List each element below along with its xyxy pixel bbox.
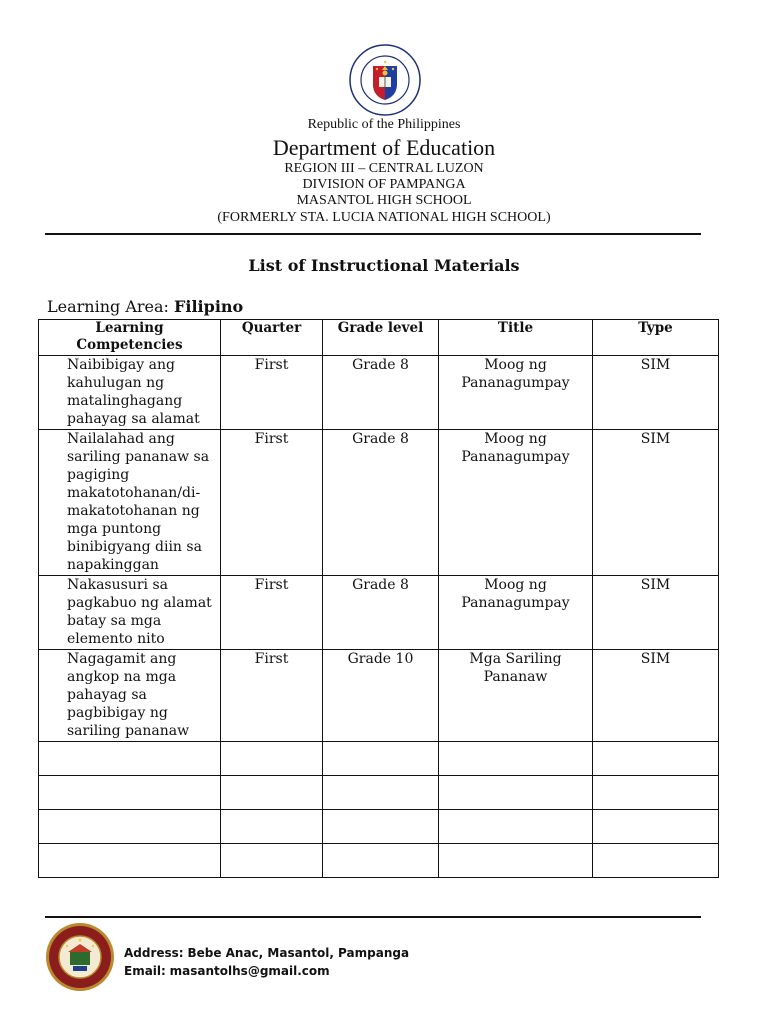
empty-cell bbox=[39, 742, 221, 776]
empty-cell bbox=[593, 844, 719, 878]
learning-area bbox=[47, 297, 243, 316]
table-row bbox=[39, 430, 719, 576]
grade-cell: Grade 8 bbox=[323, 356, 439, 430]
empty-cell bbox=[39, 844, 221, 878]
division-line: DIVISION OF PAMPANGA bbox=[302, 177, 466, 192]
empty-table-row bbox=[39, 776, 719, 810]
column-header-title: Title bbox=[439, 320, 593, 356]
region-line: REGION III – CENTRAL LUZON bbox=[284, 161, 484, 176]
formerly-line: (FORMERLY STA. LUCIA NATIONAL HIGH SCHOOL) bbox=[217, 210, 551, 225]
empty-cell bbox=[323, 742, 439, 776]
footer-divider bbox=[45, 916, 701, 918]
quarter-cell: First bbox=[221, 650, 323, 742]
school-line: MASANTOL HIGH SCHOOL bbox=[296, 193, 472, 208]
learning-area-label: Learning Area: bbox=[47, 297, 169, 316]
title-cell: Moog ng Pananagumpay bbox=[439, 356, 593, 430]
empty-cell bbox=[439, 844, 593, 878]
deped-seal-logo bbox=[349, 44, 421, 116]
quarter-cell: First bbox=[221, 576, 323, 650]
table-row bbox=[39, 650, 719, 742]
grade-cell: Grade 8 bbox=[323, 430, 439, 576]
republic-line: Republic of the Philippines bbox=[307, 117, 461, 132]
footer-email bbox=[124, 962, 409, 980]
type-cell: SIM bbox=[593, 356, 719, 430]
materials-table bbox=[38, 319, 719, 878]
empty-cell bbox=[593, 776, 719, 810]
school-seal-logo bbox=[45, 922, 115, 992]
title-cell: Moog ng Pananagumpay bbox=[439, 430, 593, 576]
address-value: Bebe Anac, Masantol, Pampanga bbox=[187, 946, 410, 960]
grade-cell: Grade 10 bbox=[323, 650, 439, 742]
empty-cell bbox=[439, 810, 593, 844]
email-label: Email: bbox=[124, 964, 166, 978]
empty-cell bbox=[39, 810, 221, 844]
quarter-cell: First bbox=[221, 430, 323, 576]
empty-cell bbox=[323, 810, 439, 844]
empty-cell bbox=[439, 742, 593, 776]
column-header-type: Type bbox=[593, 320, 719, 356]
empty-cell bbox=[221, 776, 323, 810]
table-row bbox=[39, 356, 719, 430]
type-cell: SIM bbox=[593, 576, 719, 650]
type-cell: SIM bbox=[593, 650, 719, 742]
header-divider bbox=[45, 233, 701, 235]
competency-cell: Naibibigay ang kahulugan ng matalinghagang pahayag sa alamat bbox=[39, 356, 221, 430]
empty-cell bbox=[439, 776, 593, 810]
title-cell: Mga Sariling Pananaw bbox=[439, 650, 593, 742]
table-row bbox=[39, 576, 719, 650]
empty-table-row bbox=[39, 742, 719, 776]
column-header-competencies: Learning Competencies bbox=[39, 320, 221, 356]
department-title: Department of Education bbox=[272, 135, 496, 160]
title-cell: Moog ng Pananagumpay bbox=[439, 576, 593, 650]
type-cell: SIM bbox=[593, 430, 719, 576]
empty-cell bbox=[221, 844, 323, 878]
empty-cell bbox=[593, 810, 719, 844]
empty-cell bbox=[323, 844, 439, 878]
quarter-cell: First bbox=[221, 356, 323, 430]
address-label: Address: bbox=[124, 946, 184, 960]
email-value: masantolhs@gmail.com bbox=[169, 964, 330, 978]
column-header-grade-level: Grade level bbox=[323, 320, 439, 356]
empty-cell bbox=[323, 776, 439, 810]
table-header-row bbox=[39, 320, 719, 356]
footer-contact bbox=[124, 944, 409, 980]
empty-cell bbox=[221, 810, 323, 844]
competency-cell: Nailalahad ang sariling pananaw sa pagiging makatotohanan/di-makatotohanan ng mga puntong binibigyang diin sa napakinggan bbox=[39, 430, 221, 576]
empty-table-row bbox=[39, 810, 719, 844]
learning-area-value: Filipino bbox=[174, 297, 244, 316]
document-title: List of Instructional Materials bbox=[248, 256, 520, 275]
empty-cell bbox=[39, 776, 221, 810]
empty-table-row bbox=[39, 844, 719, 878]
column-header-quarter: Quarter bbox=[221, 320, 323, 356]
grade-cell: Grade 8 bbox=[323, 576, 439, 650]
footer-address bbox=[124, 944, 409, 962]
competency-cell: Nakasusuri sa pagkabuo ng alamat batay sa mga elemento nito bbox=[39, 576, 221, 650]
empty-cell bbox=[221, 742, 323, 776]
empty-cell bbox=[593, 742, 719, 776]
competency-cell: Nagagamit ang angkop na mga pahayag sa pagbibigay ng sariling pananaw bbox=[39, 650, 221, 742]
